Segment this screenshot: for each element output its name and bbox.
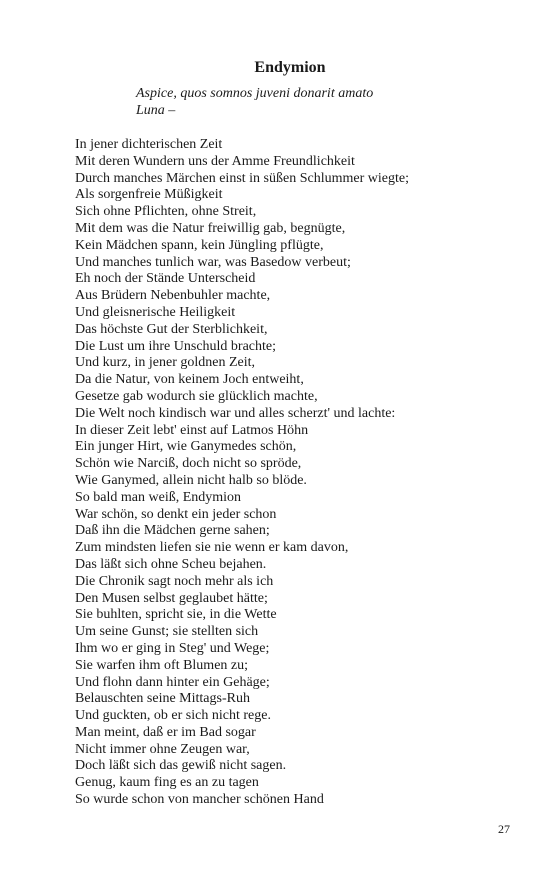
poem-line: Genug, kaum fing es an zu tagen bbox=[75, 775, 259, 791]
poem-line: In dieser Zeit lebt' einst auf Latmos Höhn bbox=[75, 422, 309, 438]
poem-line: Nicht immer ohne Zeugen war, bbox=[75, 741, 250, 757]
poem-line: Aus Brüdern Nebenbuhler machte, bbox=[75, 288, 271, 304]
epigraph bbox=[136, 85, 373, 119]
poem-title: Endymion bbox=[254, 59, 326, 76]
poem-line: Mit deren Wundern uns der Amme Freundlichkeit bbox=[75, 153, 355, 169]
poem-line: Und flohn dann hinter ein Gehäge; bbox=[75, 674, 270, 690]
epigraph-line: Aspice, quos somnos juveni donarit amato bbox=[136, 86, 374, 101]
poem-line: Den Musen selbst geglaubet hätte; bbox=[75, 590, 268, 606]
poem-line: In jener dichterischen Zeit bbox=[75, 137, 223, 152]
poem-line: Durch manches Märchen einst in süßen Schlummer wiegte; bbox=[75, 170, 409, 186]
poem-line: Sie warfen ihm oft Blumen zu; bbox=[75, 657, 249, 673]
poem-line: Und kurz, in jener goldnen Zeit, bbox=[75, 355, 256, 371]
poem-line: Als sorgenfreie Müßigkeit bbox=[75, 187, 223, 203]
poem-line: So bald man weiß, Endymion bbox=[75, 489, 242, 505]
poem-line: Eh noch der Stände Unterscheid bbox=[75, 271, 256, 287]
poem-line: Zum mindsten liefen sie nie wenn er kam davon, bbox=[75, 540, 349, 556]
poem-line: Die Chronik sagt noch mehr als ich bbox=[75, 573, 274, 589]
poem-line: Doch läßt sich das gewiß nicht sagen. bbox=[75, 758, 287, 774]
poem-line: Schön wie Narciß, doch nicht so spröde, bbox=[75, 456, 302, 472]
poem-line: Mit dem was die Natur freiwillig gab, begnügte, bbox=[75, 220, 346, 236]
poem-line: Um seine Gunst; sie stellten sich bbox=[75, 624, 259, 640]
poem-line: War schön, so denkt ein jeder schon bbox=[75, 506, 277, 522]
poem-line: Die Welt noch kindisch war und alles scherzt' und lachte: bbox=[75, 405, 396, 421]
poem-line: Ein junger Hirt, wie Ganymedes schön, bbox=[75, 439, 297, 455]
page-number: 27 bbox=[498, 822, 510, 836]
poem-line: Ihm wo er ging in Steg' und Wege; bbox=[75, 640, 270, 656]
poem-line: Daß ihn die Mädchen gerne sahen; bbox=[75, 523, 270, 539]
poem-line: Und manches tunlich war, was Basedow verbeut; bbox=[75, 254, 351, 270]
poem-line: Belauschten seine Mittags-Ruh bbox=[75, 691, 250, 707]
poem-line: Das höchste Gut der Sterblichkeit, bbox=[75, 321, 268, 337]
poem-line: Kein Mädchen spann, kein Jüngling pflügte, bbox=[75, 237, 324, 253]
poem-line: Und guckten, ob er sich nicht rege. bbox=[75, 708, 271, 724]
poem-line: Und gleisnerische Heiligkeit bbox=[75, 304, 236, 320]
poem-line: Sie buhlten, spricht sie, in die Wette bbox=[75, 607, 277, 623]
poem-line: Sich ohne Pflichten, ohne Streit, bbox=[75, 204, 257, 220]
poem-line: Die Lust um ihre Unschuld brachte; bbox=[75, 338, 277, 354]
poem-line: Das läßt sich ohne Scheu bejahen. bbox=[75, 556, 267, 572]
poem-line: Man meint, daß er im Bad sogar bbox=[75, 724, 256, 740]
poem-body bbox=[75, 137, 409, 809]
poem-line: Da die Natur, von keinem Joch entweiht, bbox=[75, 372, 304, 388]
poem-line: So wurde schon von mancher schönen Hand bbox=[75, 792, 324, 808]
epigraph-line: Luna – bbox=[136, 103, 176, 118]
poem-line: Wie Ganymed, allein nicht halb so blöde. bbox=[75, 472, 307, 488]
poem-line: Gesetze gab wodurch sie glücklich machte, bbox=[75, 388, 318, 404]
